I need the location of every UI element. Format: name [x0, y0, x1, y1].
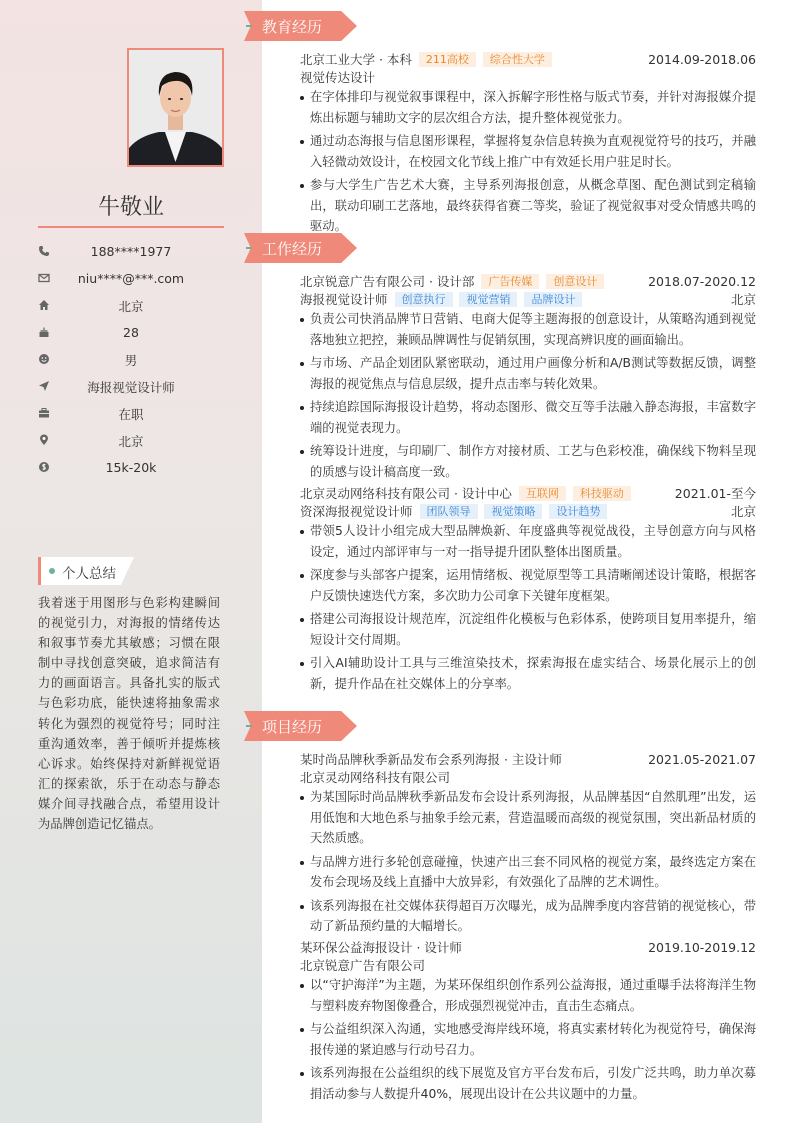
location-value: 北京: [118, 298, 144, 314]
school-tag: 211高校: [419, 52, 476, 67]
person-portrait-icon: [129, 50, 222, 165]
job-role-line: [300, 503, 756, 521]
company-tag: 广告传媒: [481, 274, 539, 289]
role-tag: 视觉策略: [484, 504, 542, 519]
job-city: 北京: [730, 504, 756, 519]
bullet-item: 带领5人设计小组完成大型品牌焕新、年度盛典等视觉战役，主导创意方向与风格设定，通过内部评审与一对一指导提升团队整体出图质量。: [300, 521, 756, 562]
bullet-item: 以“守护海洋”为主题，为某环保组织创作系列公益海报，通过重曝手法将海洋生物与塑料废弃物图像叠合，形成强烈视觉冲击，直击生态痛点。: [300, 975, 756, 1016]
job-bullets: [300, 309, 756, 485]
send-icon: [38, 380, 50, 392]
gender-value: 男: [124, 352, 138, 368]
name-divider: [38, 226, 224, 228]
coin-icon: [38, 461, 50, 473]
info-salary: [38, 454, 224, 481]
job-company-line: [300, 485, 756, 503]
school-name: 北京工业大学 · 本科: [300, 52, 412, 67]
role-tag: 创意执行: [395, 292, 453, 307]
info-location: [38, 292, 224, 319]
company-name: 北京锐意广告有限公司 · 设计部: [300, 274, 475, 289]
role-tag: 设计趋势: [549, 504, 607, 519]
bullet-item: 负责公司快消品牌节日营销、电商大促等主题海报的创意设计，从策略沟通到视觉落地独立把控，兼顾品牌调性与促销氛围，实现高辨识度的画面输出。: [300, 309, 756, 350]
summary-text: 我着迷于用图形与色彩构建瞬间的视觉引力，对海报的情绪传达和叙事节奏尤其敏感；习惯在限制中寻找创意突破，追求简洁有力的画面语言。具备扎实的版式与色彩功底，能快速将抽象需求转化为强烈的视觉符号；同时注重沟通效率，善于倾听并提炼核心诉求。始终保持对新鲜视觉语汇的探索欲，乐于在动态与静态媒介间寻找融合点，希望用设计为品牌创造记忆锚点。: [38, 596, 220, 832]
profile-photo: [127, 48, 224, 167]
job-role: 海报视觉设计师: [300, 292, 388, 307]
job-role-line: [300, 291, 756, 309]
info-gender: [38, 346, 224, 373]
info-status: [38, 400, 224, 427]
project-company: 北京锐意广告有限公司: [300, 958, 426, 973]
city-value: 北京: [118, 433, 144, 449]
project-bullets: [300, 975, 756, 1107]
education-major-line: [300, 69, 756, 87]
bullet-item: 与市场、产品企划团队紧密联动，通过用户画像分析和A/B测试等数据反馈，调整海报的视觉焦点与信息层级，提升点击率与转化效果。: [300, 353, 756, 394]
salary-value: 15k-20k: [105, 460, 157, 475]
candidate-name: 牛敬业: [97, 195, 164, 220]
job-bullets: [300, 521, 756, 697]
project-bullets: [300, 787, 756, 940]
info-email: [38, 265, 224, 292]
project-date: 2019.10-2019.12: [648, 940, 756, 955]
cake-icon: [38, 326, 50, 338]
email-value: niu****@***.com: [77, 271, 185, 286]
bullet-item: 引入AI辅助设计工具与三维渲染技术，探索海报在虚实结合、场景化展示上的创新，提升作品在社交媒体上的分享率。: [300, 653, 756, 694]
bullet-item: 深度参与头部客户提案，运用情绪板、视觉原型等工具清晰阐述设计策略，根据客户反馈快速迭代方案，多次助力公司拿下关键年度框架。: [300, 565, 756, 606]
project-company-line: [300, 769, 756, 787]
projects-heading: 项目经历: [244, 711, 357, 741]
job-role: 资深海报视觉设计师: [300, 504, 413, 519]
summary-heading: 个人总结: [38, 557, 134, 585]
info-age: [38, 319, 224, 346]
personal-info-list: [38, 238, 224, 481]
project-name: 某环保公益海报设计 · 设计师: [300, 940, 462, 955]
phone-value: 188****1977: [90, 244, 172, 259]
company-name: 北京灵动网络科技有限公司 · 设计中心: [300, 486, 512, 501]
education-bullets: [300, 87, 756, 240]
job-date: 2021.01-至今: [674, 486, 756, 501]
bullet-item: 持续追踪国际海报设计趋势，将动态图形、微交互等手法融入静态海报，丰富数字端的视觉表现力。: [300, 397, 756, 438]
phone-icon: [38, 245, 50, 257]
pin-icon: [38, 434, 50, 446]
bullet-item: 与品牌方进行多轮创意碰撞，快速产出三套不同风格的视觉方案，最终选定方案在发布会现场及线上直播中大放异彩，有效强化了品牌的艺术调性。: [300, 852, 756, 893]
info-phone: [38, 238, 224, 265]
role-tag: 品牌设计: [524, 292, 582, 307]
bullet-item: 该系列海报在公益组织的线下展览及官方平台发布后，引发广泛共鸣，助力单次募捐活动参与人数提升40%，展现出设计在公共议题中的力量。: [300, 1063, 756, 1104]
education-date: 2014.09-2018.06: [648, 52, 756, 67]
education-school-line: [300, 51, 756, 69]
age-value: 28: [123, 325, 139, 340]
project-date: 2021.05-2021.07: [648, 752, 756, 767]
company-tag: 创意设计: [546, 274, 604, 289]
info-city: [38, 427, 224, 454]
education-heading: 教育经历: [244, 11, 357, 41]
bullet-item: 为某国际时尚品牌秋季新品发布会设计系列海报，从品牌基因“自然肌理”出发，运用低饱和大地色系与抽象手绘元素，营造温暖而高级的视觉氛围，突出新品材质的天然质感。: [300, 787, 756, 849]
project-name-line: [300, 939, 756, 957]
heading-dot-icon: [49, 568, 55, 574]
sidebar: [0, 0, 262, 1123]
major-name: 视觉传达设计: [300, 70, 376, 85]
status-value: 在职: [118, 406, 144, 422]
position-value: 海报视觉设计师: [87, 379, 175, 395]
project-name-line: [300, 751, 756, 769]
project-company-line: [300, 957, 756, 975]
school-tag: 综合性大学: [483, 52, 552, 67]
project-name: 某时尚品牌秋季新品发布会系列海报 · 主设计师: [300, 752, 562, 767]
bullet-item: 通过动态海报与信息图形课程，掌握将复杂信息转换为直观视觉符号的技巧，并融入轻微动效设计，在校园文化节线上推广中有效延长用户驻足时长。: [300, 131, 756, 172]
project-company: 北京灵动网络科技有限公司: [300, 770, 451, 785]
role-tag: 视觉营销: [459, 292, 517, 307]
bullet-item: 搭建公司海报设计规范库，沉淀组件化模板与色彩体系，使跨项目复用率提升，缩短设计交付周期。: [300, 609, 756, 650]
bullet-item: 该系列海报在社交媒体获得超百万次曝光，成为品牌季度内容营销的视觉核心，带动了新品预约量的大幅增长。: [300, 896, 756, 937]
bullet-item: 统筹设计进度，与印刷厂、制作方对接材质、工艺与色彩校准，确保线下物料呈现的质感与设计稿高度一致。: [300, 441, 756, 482]
job-city: 北京: [730, 292, 756, 307]
info-position: [38, 373, 224, 400]
mail-icon: [38, 272, 50, 284]
work-heading: 工作经历: [244, 233, 357, 263]
job-date: 2018.07-2020.12: [648, 274, 756, 289]
role-tag: 团队领导: [420, 504, 478, 519]
bullet-item: 与公益组织深入沟通，实地感受海岸线环境，将真实素材转化为视觉符号，确保海报传递的紧迫感与行动号召力。: [300, 1019, 756, 1060]
company-tag: 科技驱动: [573, 486, 631, 501]
bullet-item: 在字体排印与视觉叙事课程中，深入拆解字形性格与版式节奏，并针对海报媒介提炼出标题与辅助文字的层次组合方法，提升整体视觉张力。: [300, 87, 756, 128]
bullet-item: 参与大学生广告艺术大赛，主导系列海报创意，从概念草图、配色测试到定稿输出，联动印刷工艺落地，最终获得省赛二等奖，验证了视觉叙事对受众情感共鸣的驱动。: [300, 175, 756, 237]
home-icon: [38, 299, 50, 311]
job-company-line: [300, 273, 756, 291]
face-icon: [38, 353, 50, 365]
company-tag: 互联网: [519, 486, 566, 501]
briefcase-icon: [38, 407, 50, 419]
